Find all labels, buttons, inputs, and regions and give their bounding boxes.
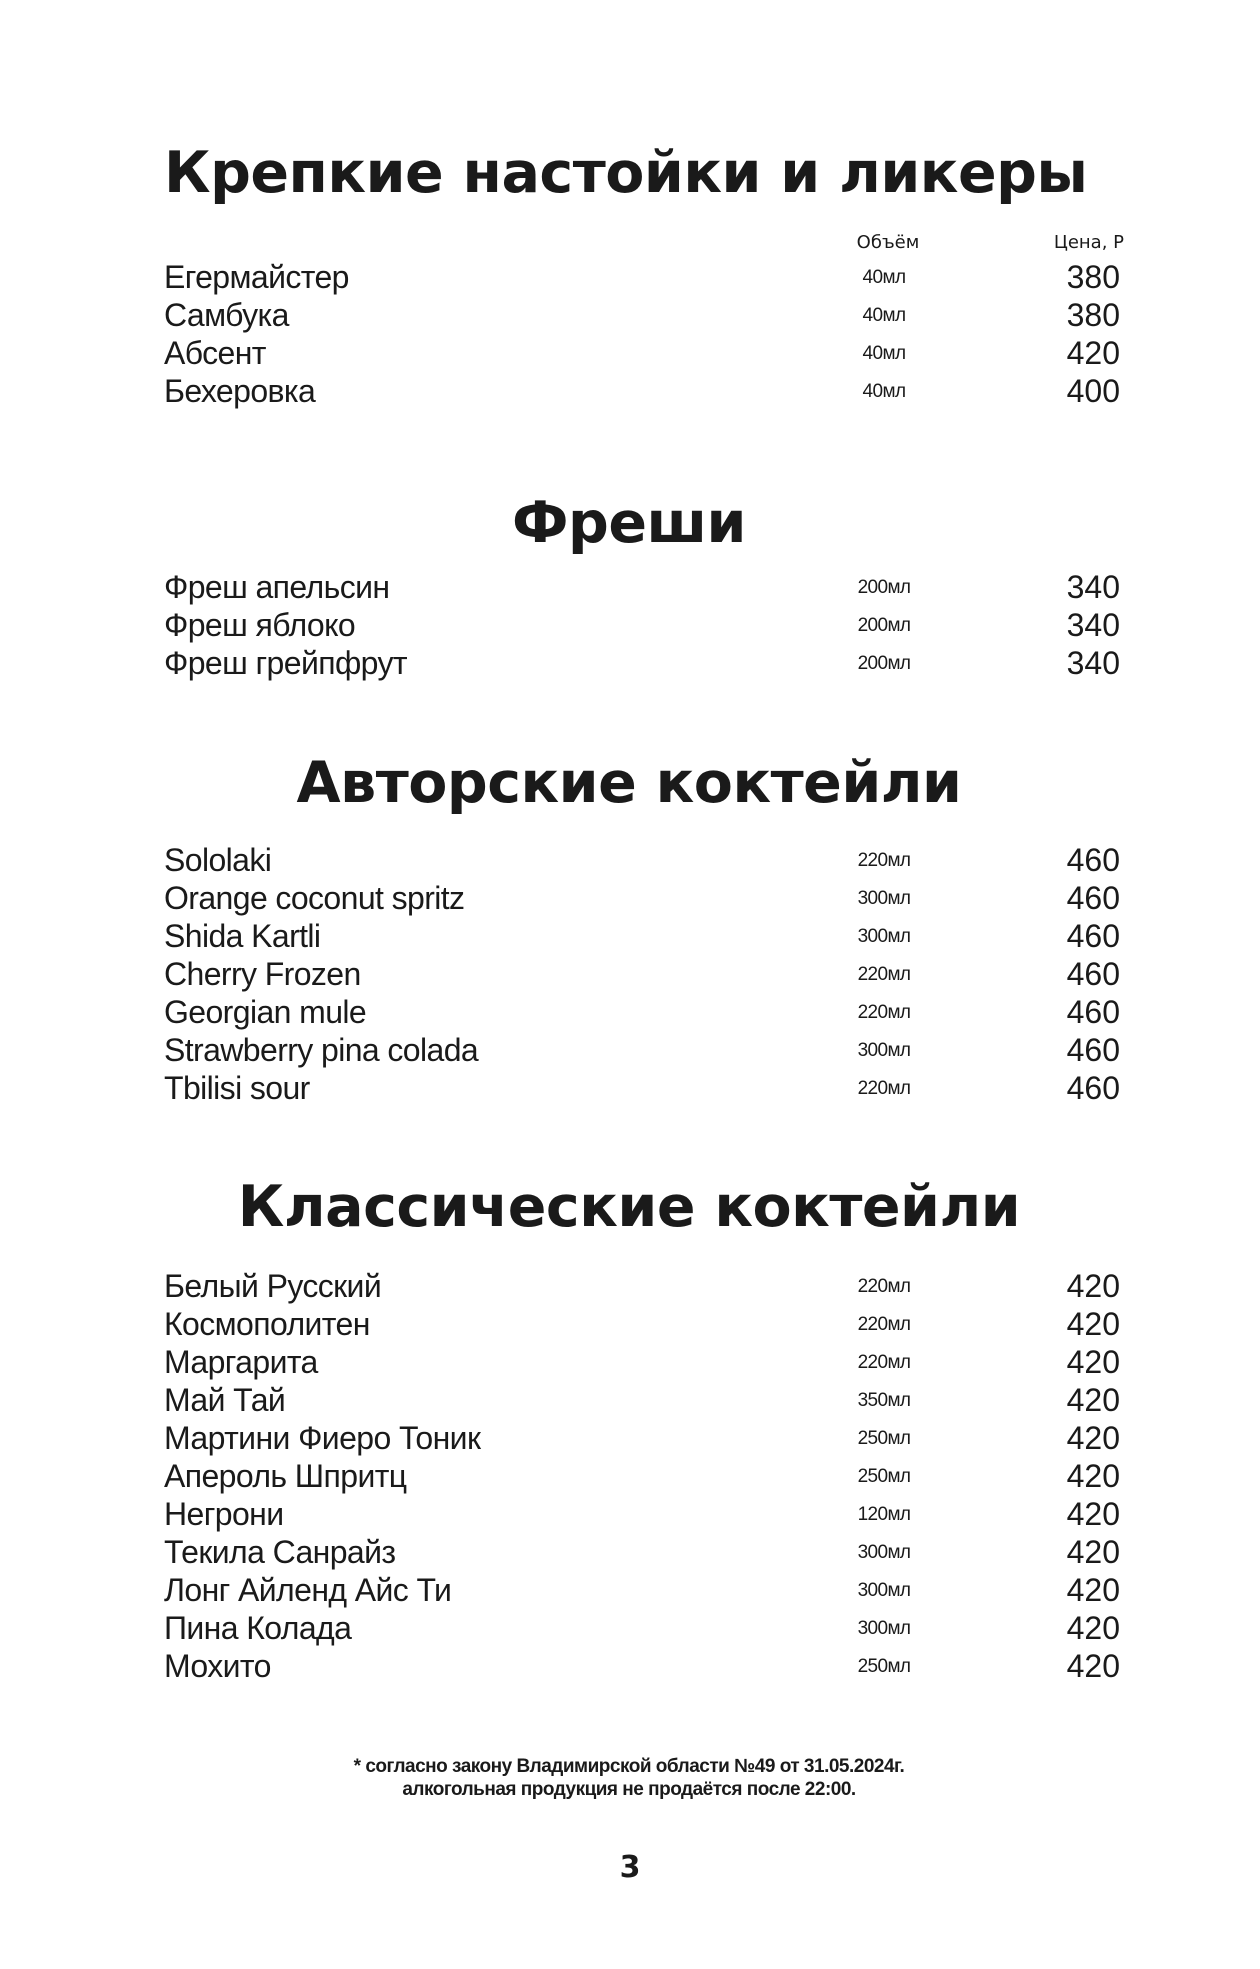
item-name: Лонг Айленд Айс Ти	[164, 1572, 452, 1608]
section-title: Классические коктейли	[237, 1174, 1021, 1240]
item-name: Бехеровка	[164, 373, 316, 409]
item-price: 420	[1066, 1610, 1120, 1646]
item-name: Егермайстер	[164, 259, 349, 295]
item-name: Белый Русский	[164, 1268, 382, 1304]
list-item	[164, 258, 1120, 296]
item-price: 420	[1066, 1572, 1120, 1608]
list-item	[164, 1571, 1120, 1609]
item-name: Маргарита	[164, 1344, 318, 1380]
list-item	[164, 917, 1120, 955]
item-list	[164, 258, 1120, 410]
item-list	[164, 568, 1120, 682]
item-name: Пина Колада	[164, 1610, 352, 1646]
item-volume: 300мл	[857, 1542, 911, 1563]
section-title: Крепкие настойки и ликеры	[164, 140, 1088, 206]
list-item	[164, 1647, 1120, 1685]
price-header: Цена, Р	[1053, 232, 1124, 253]
item-volume: 250мл	[857, 1656, 911, 1677]
item-price: 460	[1066, 1032, 1120, 1068]
item-price: 400	[1066, 373, 1120, 409]
item-volume: 220мл	[857, 1002, 911, 1023]
footnote-line: * согласно закону Владимирской области №49 от 31.05.2024г.	[353, 1756, 905, 1777]
legal-footnote	[164, 1755, 1094, 1801]
item-name: Самбука	[164, 297, 289, 333]
item-volume: 220мл	[857, 1276, 911, 1297]
item-volume: 40мл	[862, 305, 906, 326]
item-name: Sololaki	[164, 842, 272, 878]
list-item	[164, 1343, 1120, 1381]
item-name: Shida Kartli	[164, 918, 321, 954]
item-volume: 350мл	[857, 1390, 911, 1411]
item-price: 340	[1066, 645, 1120, 681]
item-name: Текила Санрайз	[164, 1534, 396, 1570]
item-volume: 300мл	[857, 1580, 911, 1601]
list-item	[164, 879, 1120, 917]
list-item	[164, 1069, 1120, 1107]
item-price: 460	[1066, 994, 1120, 1030]
item-price: 340	[1066, 569, 1120, 605]
item-volume: 250мл	[857, 1428, 911, 1449]
item-price: 420	[1066, 1382, 1120, 1418]
item-price: 460	[1066, 918, 1120, 954]
item-price: 420	[1066, 1306, 1120, 1342]
list-item	[164, 993, 1120, 1031]
section-fresh-juices	[164, 488, 1120, 682]
list-item	[164, 1381, 1120, 1419]
item-volume: 300мл	[857, 888, 911, 909]
item-list	[164, 1267, 1120, 1685]
item-volume: 120мл	[857, 1504, 911, 1525]
item-price: 420	[1066, 1458, 1120, 1494]
item-name: Мохито	[164, 1648, 271, 1684]
list-item	[164, 568, 1120, 606]
item-price: 420	[1066, 335, 1120, 371]
item-volume: 300мл	[857, 1618, 911, 1639]
item-name: Orange coconut spritz	[164, 880, 465, 916]
item-price: 380	[1066, 297, 1120, 333]
list-item	[164, 644, 1120, 682]
list-item	[164, 606, 1120, 644]
list-item	[164, 1609, 1120, 1647]
item-volume: 40мл	[862, 267, 906, 288]
item-name: Фреш яблоко	[164, 607, 356, 643]
item-price: 460	[1066, 956, 1120, 992]
list-item	[164, 1031, 1120, 1069]
footnote-line: алкогольная продукция не продаётся после 22:00.	[402, 1779, 856, 1800]
item-name: Georgian mule	[164, 994, 367, 1030]
item-name: Космополитен	[164, 1306, 370, 1342]
section-liqueurs	[164, 138, 1124, 410]
list-item	[164, 1267, 1120, 1305]
list-item	[164, 1305, 1120, 1343]
item-price: 420	[1066, 1420, 1120, 1456]
item-name: Негрони	[164, 1496, 284, 1532]
item-name: Фреш апельсин	[164, 569, 390, 605]
item-price: 420	[1066, 1268, 1120, 1304]
item-volume: 300мл	[857, 926, 911, 947]
item-name: Мартини Фиеро Тоник	[164, 1420, 481, 1456]
page-number: 3	[619, 1850, 641, 1885]
list-item	[164, 1419, 1120, 1457]
item-volume: 40мл	[862, 343, 906, 364]
item-price: 340	[1066, 607, 1120, 643]
item-volume: 200мл	[857, 577, 911, 598]
item-name: Cherry Frozen	[164, 956, 361, 992]
item-price: 460	[1066, 880, 1120, 916]
list-item	[164, 334, 1120, 372]
item-volume: 220мл	[857, 850, 911, 871]
item-volume: 40мл	[862, 381, 906, 402]
list-item	[164, 1495, 1120, 1533]
volume-header: Объём	[856, 232, 920, 253]
item-name: Фреш грейпфрут	[164, 645, 407, 681]
list-item	[164, 841, 1120, 879]
item-volume: 200мл	[857, 653, 911, 674]
list-item	[164, 955, 1120, 993]
column-headers	[164, 232, 1124, 258]
section-title: Авторские коктейли	[296, 750, 962, 816]
item-price: 380	[1066, 259, 1120, 295]
section-title: Фреши	[512, 490, 746, 556]
item-name: Абсент	[164, 335, 266, 371]
item-volume: 250мл	[857, 1466, 911, 1487]
item-volume: 220мл	[857, 1314, 911, 1335]
section-classic-cocktails	[164, 1172, 1120, 1685]
item-name: Апероль Шпритц	[164, 1458, 407, 1494]
item-price: 420	[1066, 1648, 1120, 1684]
list-item	[164, 372, 1120, 410]
item-volume: 220мл	[857, 1352, 911, 1373]
item-price: 420	[1066, 1344, 1120, 1380]
list-item	[164, 1457, 1120, 1495]
item-name: Tbilisi sour	[164, 1070, 310, 1106]
item-volume: 200мл	[857, 615, 911, 636]
item-price: 420	[1066, 1534, 1120, 1570]
item-name: Strawberry pina colada	[164, 1032, 479, 1068]
item-price: 420	[1066, 1496, 1120, 1532]
item-list	[164, 841, 1120, 1107]
item-volume: 300мл	[857, 1040, 911, 1061]
item-name: Май Тай	[164, 1382, 286, 1418]
item-price: 460	[1066, 1070, 1120, 1106]
section-signature-cocktails	[164, 748, 1120, 1107]
item-volume: 220мл	[857, 964, 911, 985]
item-volume: 220мл	[857, 1078, 911, 1099]
list-item	[164, 296, 1120, 334]
item-price: 460	[1066, 842, 1120, 878]
list-item	[164, 1533, 1120, 1571]
